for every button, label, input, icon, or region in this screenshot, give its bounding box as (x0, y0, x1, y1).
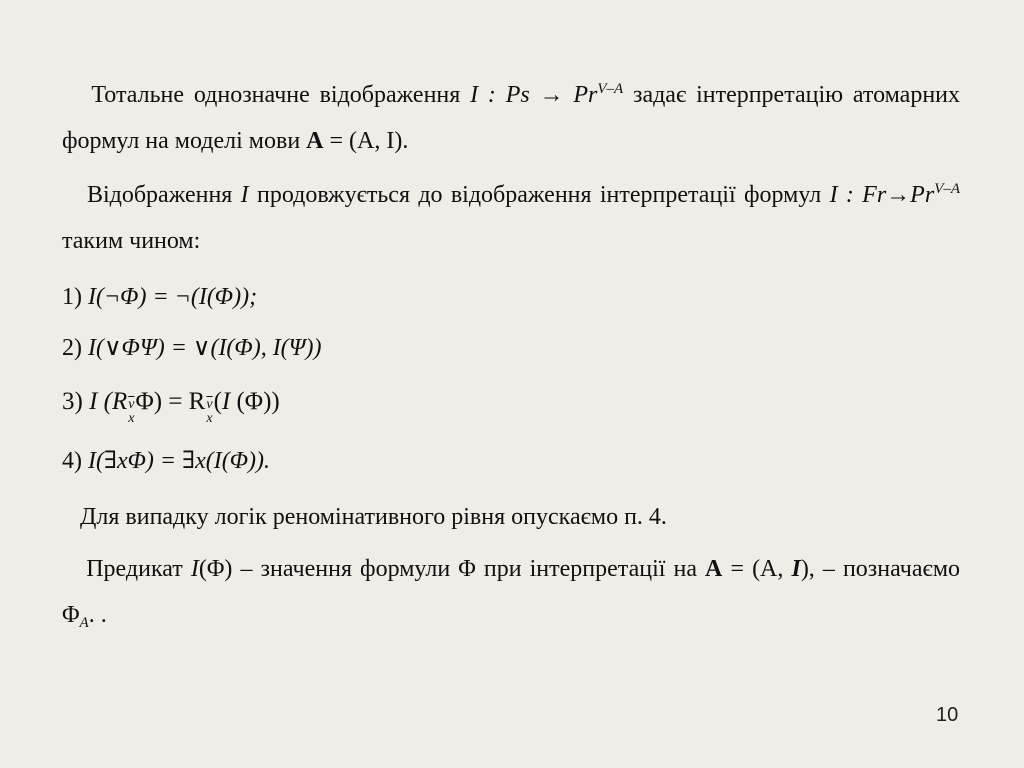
index-x: x (128, 411, 135, 426)
rule-item-3 (62, 379, 280, 426)
text: ), – позначаємо Φ (62, 556, 961, 628)
text: задає інтерпретацію атомарних формул на моделі мови (62, 82, 961, 154)
interpretation-symbol: I (791, 556, 801, 582)
superscript: V–A (934, 181, 961, 197)
formula: (R (103, 388, 128, 415)
formula: I(∃xΦ) = ∃x(I(Φ)). (88, 448, 271, 474)
formula: (Φ)) (236, 388, 280, 415)
formula: ( (213, 388, 222, 415)
text: Для випадку логік реномінативного рівня опускаємо п. 4. (80, 504, 667, 530)
text: (Φ) – значення формули Φ при інтерпретації на (198, 556, 706, 582)
paragraph-interpretation-definition (62, 72, 960, 164)
index-x: x (206, 411, 213, 426)
rule-item-2 (62, 325, 322, 371)
formula: I (221, 388, 231, 415)
rule-item-1 (62, 274, 257, 320)
paragraph-predicate-notation (62, 546, 960, 638)
index-v: $\overline{v}$ (128, 397, 135, 412)
text: Відображення (86, 182, 241, 208)
text: . . (88, 602, 107, 628)
formula: I(∨ΦΨ) = ∨(I(Φ), I(Ψ)) (88, 335, 322, 361)
rule-item-4 (62, 438, 270, 484)
index-v: $\overline{v}$ (206, 397, 213, 412)
formula: I(¬Φ) = ¬(I(Φ)); (88, 284, 258, 310)
text: продовжується до відображення інтерпретації формул (248, 182, 830, 208)
formula: = (A, I). (323, 128, 409, 154)
formula: I (240, 182, 249, 208)
paragraph-extension (62, 172, 960, 264)
formula: I : Fr→Pr (829, 182, 935, 208)
formula: I (190, 556, 199, 582)
formula: I (89, 388, 98, 415)
model-symbol: A (705, 556, 723, 582)
formula: Φ) = R (135, 388, 206, 415)
superscript: V–A (597, 81, 624, 97)
text: Предикат (86, 556, 191, 582)
subscript: A (79, 615, 89, 631)
paragraph-renominative-note (62, 494, 960, 540)
item-number: 4) (62, 448, 88, 474)
model-symbol: A (306, 128, 324, 154)
formula: I : Ps → Pr (470, 82, 598, 108)
item-number: 1) (62, 284, 88, 310)
renomination-indices-2 (206, 398, 212, 426)
text: таким чином: (62, 228, 201, 254)
renomination-indices (128, 398, 134, 426)
item-number: 3) (62, 388, 90, 415)
page-number: 10 (936, 704, 959, 726)
text: Тотальне однозначне відображення (91, 82, 471, 108)
formula: = (A, (722, 556, 792, 582)
item-number: 2) (62, 335, 88, 361)
